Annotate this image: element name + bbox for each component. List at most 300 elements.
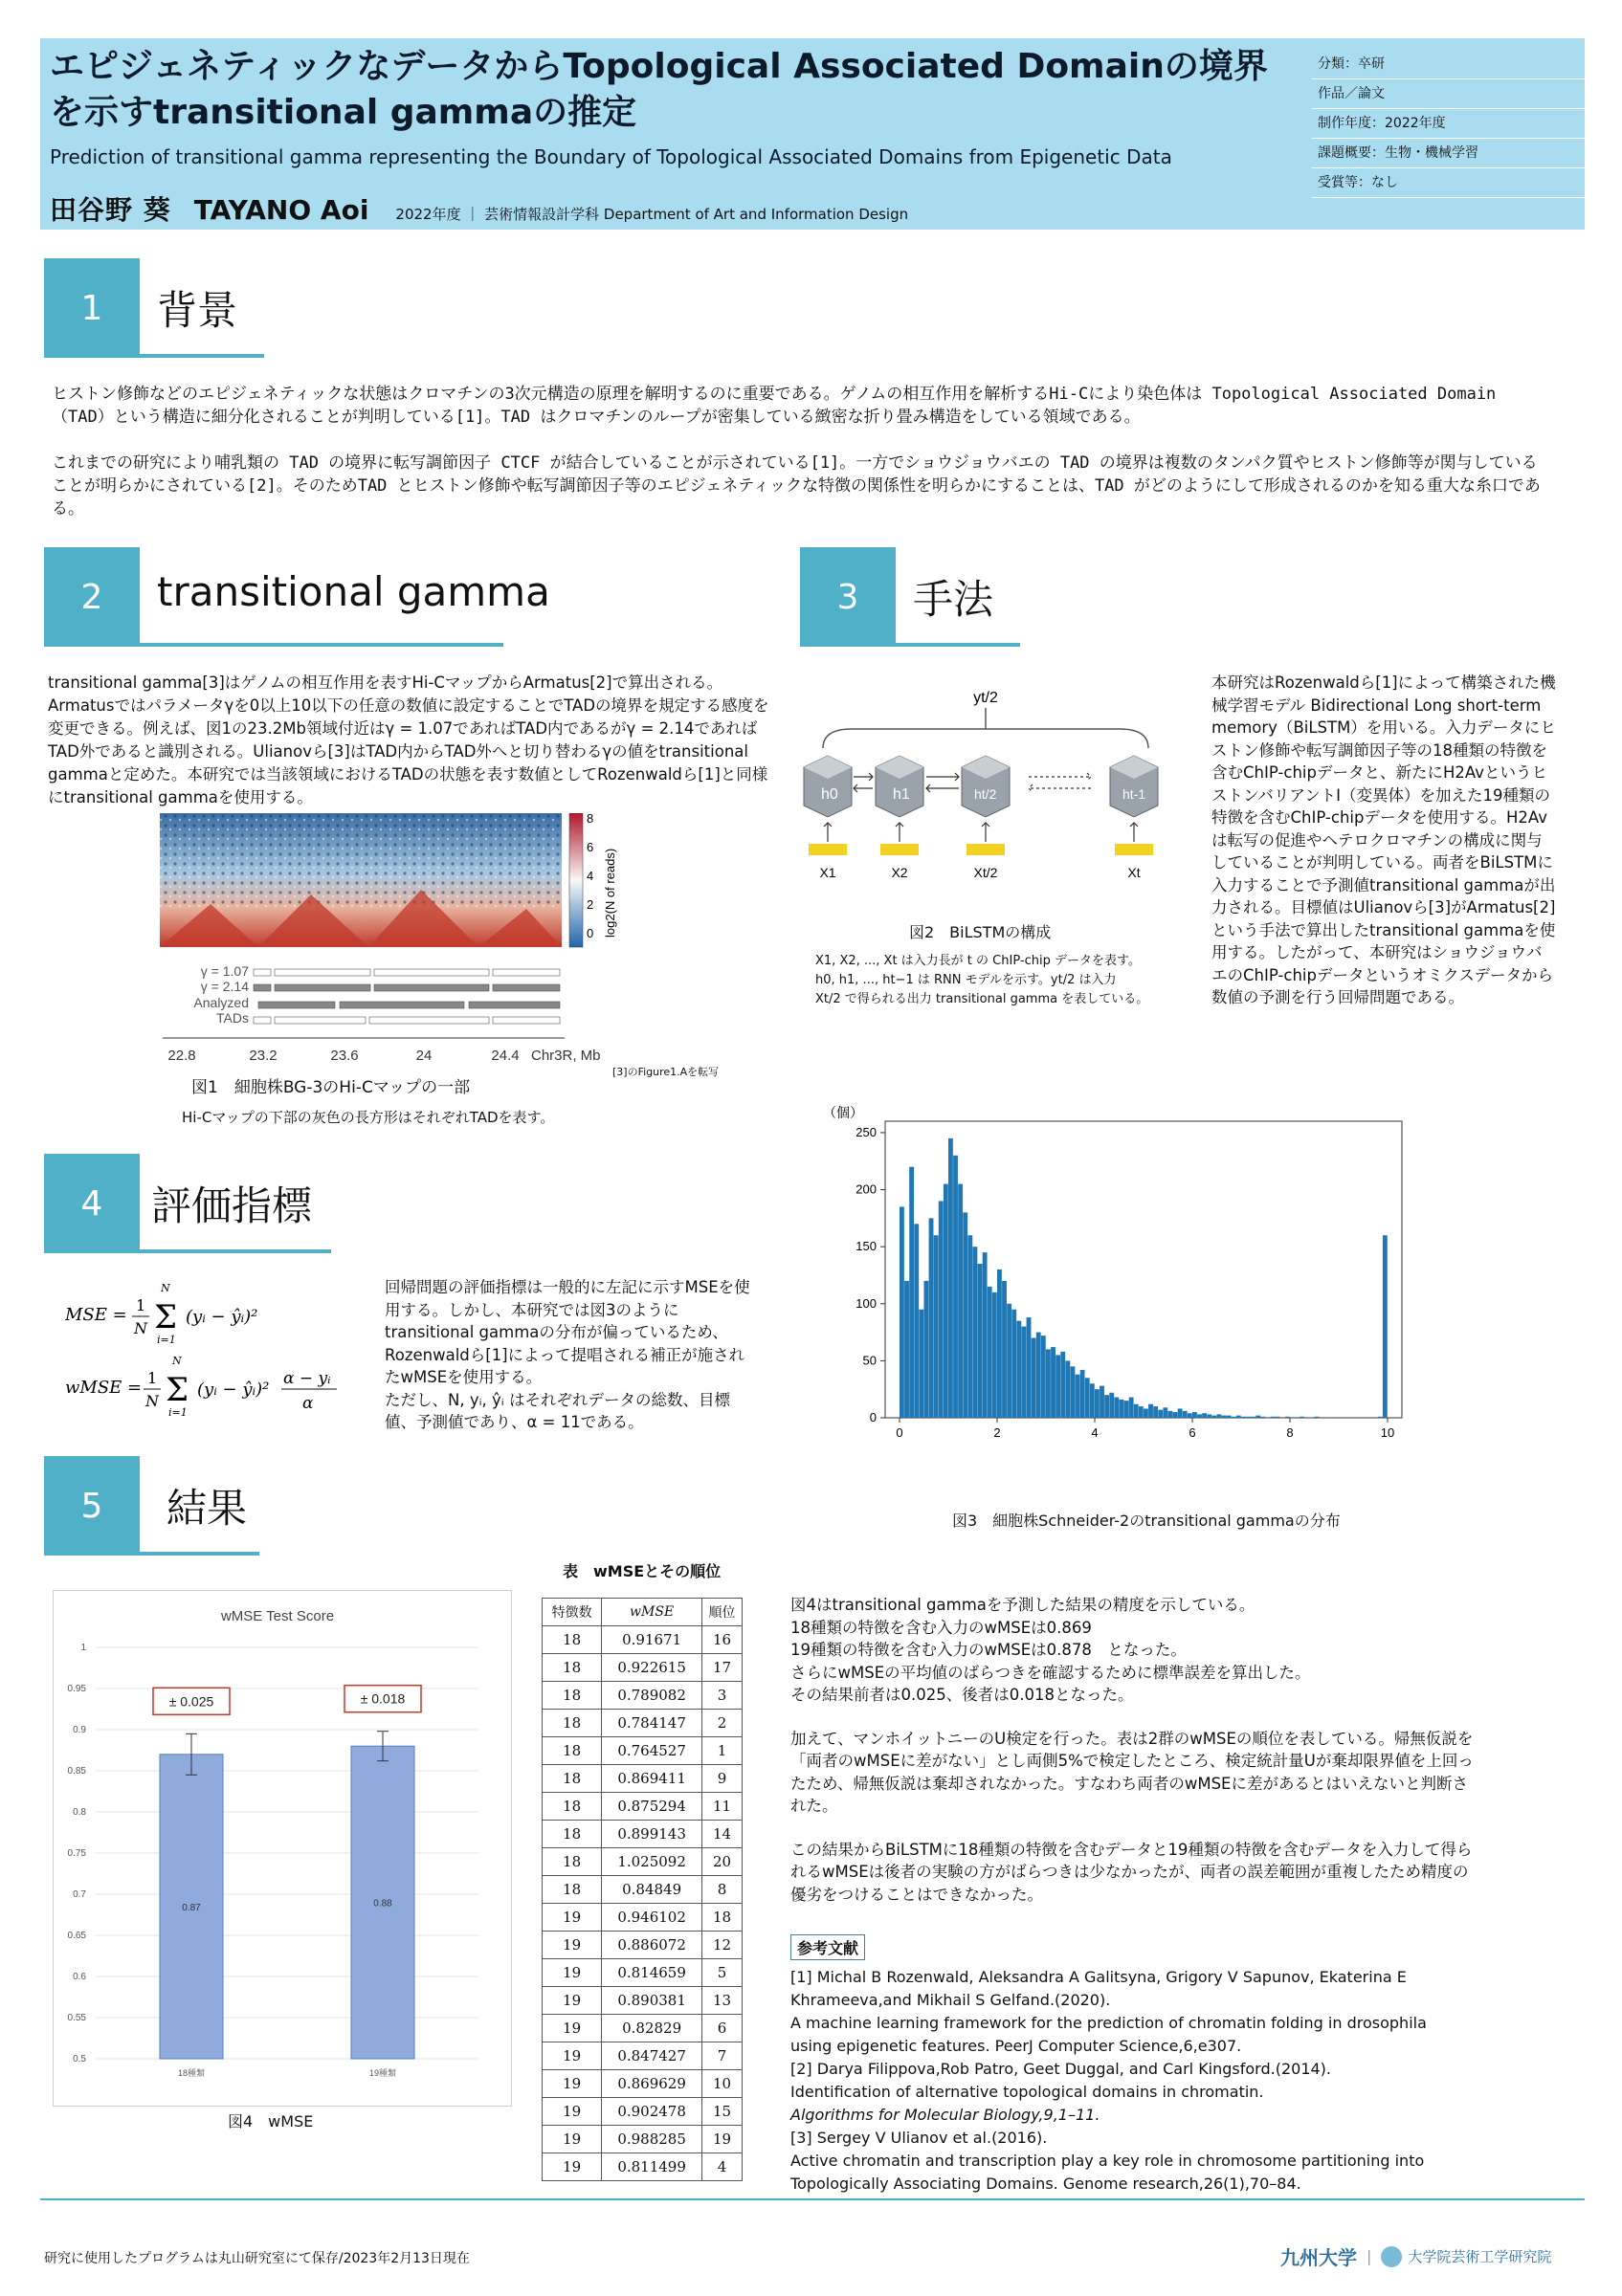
table-row	[543, 1904, 743, 1932]
reference-line: [2] Darya Filippova,Rob Patro, Geet Duggal, and Carl Kingsford.(2014).	[790, 2060, 1332, 2078]
table-row	[543, 1710, 743, 1737]
svg-text:α: α	[302, 1394, 314, 1413]
histogram-bar	[1114, 1398, 1119, 1418]
section-2-heading	[44, 547, 550, 647]
table-cell: 18	[702, 1904, 743, 1932]
error-label: ± 0.025	[168, 1693, 214, 1710]
x-tick-label: 8	[1286, 1425, 1294, 1440]
table-cell: 18	[543, 1626, 602, 1654]
meta-year: 制作年度：2022年度	[1312, 109, 1585, 139]
author-meta: 2022年度 ｜ 芸術情報設計学科 Department of Art and Information Design	[395, 206, 909, 223]
histogram-bar	[1178, 1408, 1183, 1418]
histogram-bar	[1036, 1333, 1041, 1418]
histogram-bar	[914, 1224, 919, 1418]
table-cell: 0.899143	[602, 1821, 702, 1848]
histogram-bar	[1065, 1360, 1070, 1418]
table-cell: 19	[543, 1959, 602, 1987]
table-cell: 0.784147	[602, 1710, 702, 1737]
histogram-bar	[1163, 1407, 1167, 1418]
histogram-bar	[1232, 1417, 1236, 1418]
histogram-bar	[967, 1235, 972, 1418]
table-cell: 3	[702, 1682, 743, 1710]
author-name-en: TAYANO Aoi	[193, 194, 369, 226]
input-block	[1115, 844, 1153, 855]
y-tick-label: 0.8	[73, 1807, 86, 1818]
table-row	[543, 1876, 743, 1904]
table-row	[543, 1765, 743, 1793]
section-title: 評価指標	[151, 1182, 313, 1229]
section-number: 2	[44, 547, 140, 647]
histogram-bar	[929, 1218, 934, 1418]
cb-tick: 2	[587, 897, 594, 912]
table-cell: 0.814659	[602, 1959, 702, 1987]
gamma-2-label: γ = 2.14	[200, 979, 249, 994]
table-cell: 18	[543, 1821, 602, 1848]
value-label: 0.87	[182, 1902, 201, 1913]
histogram-bar	[953, 1156, 958, 1418]
table-cell: 0.789082	[602, 1682, 702, 1710]
table-cell: 15	[702, 2098, 743, 2126]
table-header: 順位	[702, 1599, 743, 1626]
section-1-heading	[44, 258, 264, 358]
table-row	[543, 2098, 743, 2126]
sigma: Σ	[154, 1298, 178, 1336]
reference-line: [3] Sergey V Ulianov et al.(2016).	[790, 2129, 1048, 2147]
output-label: yt/2	[973, 690, 998, 706]
frac-n: N	[134, 1319, 147, 1337]
table-cell: 18	[543, 1793, 602, 1821]
histogram-bar	[944, 1184, 948, 1418]
y-tick-label: 0.9	[73, 1725, 86, 1735]
table-cell: 0.91671	[602, 1626, 702, 1654]
lstm-cell	[804, 756, 852, 817]
fig1-xtick: 22.8	[167, 1048, 196, 1064]
histogram-bar	[1183, 1411, 1188, 1418]
colorbar	[569, 813, 583, 947]
y-tick-label: 200	[855, 1181, 877, 1197]
table-cell: 0.811499	[602, 2153, 702, 2181]
histogram-bar	[924, 1281, 929, 1418]
histogram-bar	[1144, 1408, 1148, 1418]
results-paragraph-3: この結果からBiLSTMに18種類の特徴を含むデータと19種類の特徴を含むデータを入力して得られるwMSEは後者の実験の方がばらつきは少なかったが、両者の誤差範囲が重複したため精度の優劣をつけることはできなかった。	[790, 1840, 1473, 1904]
table-cell: 0.902478	[602, 2098, 702, 2126]
tad-rectangles	[254, 969, 560, 1024]
input-label: Xt	[1127, 865, 1141, 880]
histogram-bar	[939, 1201, 944, 1418]
y-tick-label: 0.95	[67, 1684, 86, 1694]
table-cell: 1	[702, 1737, 743, 1765]
meta-box	[1312, 50, 1585, 198]
histogram-bar	[1129, 1398, 1134, 1418]
table-cell: 0.988285	[602, 2126, 702, 2153]
category-label: 19種類	[368, 2068, 397, 2078]
table-row	[543, 1821, 743, 1848]
input-label: X2	[891, 865, 908, 880]
table-cell: 12	[702, 1932, 743, 1959]
figure-2-caption: 図2 BiLSTMの構成	[909, 923, 1052, 941]
histogram-bar	[1007, 1304, 1011, 1418]
table-cell: 19	[543, 1904, 602, 1932]
fig4-frame	[54, 1591, 512, 2107]
histogram-bar	[1227, 1416, 1232, 1418]
y-tick-label: 0	[869, 1410, 877, 1424]
figure-2-bilstm	[794, 681, 1177, 901]
histogram-bar	[1271, 1417, 1276, 1418]
histogram-bar	[983, 1252, 988, 1418]
reference-line: Active chromatin and transcription play a key role in chromosome partitioning into Topologically Associating Domains. Genome research,26(1),70–84.	[790, 2152, 1425, 2193]
rank-table-body	[543, 1626, 743, 2181]
histogram-bar	[963, 1212, 967, 1418]
svg-text:N: N	[145, 1392, 159, 1410]
results-line: さらにwMSEの平均値のばらつきを確認するために標準誤差を算出した。	[790, 1663, 1311, 1682]
fig1-xtick: 24.4	[491, 1048, 520, 1064]
section-title: 背景	[157, 287, 238, 334]
method-text: 本研究はRozenwaldら[1]によって構築された機械学習モデル Bidirectional Long short-term memory（BiLSTM）を用いる。入力データにヒストン修飾や転写調節因子等の18種類の特徴を含むChIP-chipデータと、新たにH2AvというヒストンバリアントI（変異体）を加えた19種類の特徴を含むChIP-chipデータを使用する。H2Avは転写の促進やヘテロクロマチンの構成に関与していることが判明している。両者をBiLSTMに入力することで予測値transitional gammaが出力される。目標値はUlianovら[3]がArmatus[2]という手法で算出したtransitional gammaを使用する。したがって、本研究はショウジョウバエのChIP-chipデータというオミクスデータから数値の予測を行う回帰問題である。	[1211, 673, 1556, 1006]
figure-1-subcaption: Hi-Cマップの下部の灰色の長方形はそれぞれTADを表す。	[182, 1109, 555, 1126]
histogram-bar	[1016, 1321, 1021, 1418]
svg-text:N: N	[172, 1355, 182, 1367]
y-tick-label: 100	[855, 1295, 877, 1311]
histogram-bar	[1383, 1235, 1388, 1418]
y-tick-label: 250	[855, 1124, 877, 1139]
sum-top: N	[161, 1282, 170, 1294]
references	[790, 1934, 1460, 2196]
section-5-heading	[44, 1456, 259, 1556]
histogram-bar	[1076, 1375, 1080, 1418]
meta-category: 分類：卒研	[1312, 50, 1585, 79]
histogram-bar	[1217, 1414, 1222, 1418]
table-cell: 6	[702, 2015, 743, 2042]
input-block	[967, 844, 1005, 855]
histogram-bar	[1085, 1378, 1090, 1418]
table-cell: 19	[543, 2015, 602, 2042]
background-text	[52, 383, 1544, 520]
cb-title: log2(N of reads)	[603, 848, 617, 938]
svg-text:1: 1	[147, 1369, 158, 1387]
y-tick-label: 50	[862, 1353, 877, 1368]
histogram-bar	[1153, 1406, 1158, 1418]
table-cell: 0.890381	[602, 1987, 702, 2015]
rank-table	[542, 1598, 743, 2181]
histogram-bar	[1158, 1410, 1163, 1418]
table-cell: 18	[543, 1876, 602, 1904]
histogram-bar	[1285, 1417, 1290, 1418]
fig1-xtick: 24	[415, 1048, 433, 1064]
histogram-bar	[997, 1269, 1002, 1418]
histogram-bar	[904, 1281, 909, 1418]
university-logo: 九州大学	[1280, 2246, 1357, 2269]
cb-tick: 0	[587, 926, 594, 940]
histogram-bar	[1095, 1389, 1100, 1418]
metric-paragraph-2: ただし、N, yᵢ, ŷᵢ はそれぞれデータの総数、目標値、予測値であり、α = 11である。	[385, 1390, 730, 1431]
histogram-bar	[900, 1206, 904, 1418]
table-row	[543, 2042, 743, 2070]
table-cell: 0.946102	[602, 1904, 702, 1932]
table-cell: 18	[543, 1848, 602, 1876]
fig4-title: wMSE Test Score	[220, 1608, 335, 1624]
histogram-bar	[919, 1310, 923, 1418]
histogram-bar	[1104, 1395, 1109, 1418]
table-cell: 0.82829	[602, 2015, 702, 2042]
figure-1-hic-map	[144, 813, 679, 1100]
poster-title: エピジェネティックなデータからTopological Associated Domainの境界を示すtransitional gammaの推定	[50, 47, 1268, 132]
lstm-cell	[962, 756, 1010, 817]
histogram-bar	[1148, 1404, 1153, 1418]
section-number: 1	[44, 258, 140, 358]
histogram-bar	[1124, 1401, 1129, 1418]
fig2-desc-line: h0, h1, ..., ht−1 は RNN モデルを示す。yt/2 は入力	[815, 973, 1117, 987]
cb-tick: 8	[587, 813, 594, 826]
frac-1: 1	[136, 1296, 146, 1314]
x-tick-label: 6	[1189, 1425, 1196, 1440]
category-label: 18種類	[177, 2068, 206, 2078]
table-header-row	[543, 1599, 743, 1626]
node-label: h1	[893, 786, 910, 803]
histogram-bar	[1041, 1336, 1046, 1418]
lstm-nodes	[804, 756, 1158, 817]
table-cell: 18	[543, 1682, 602, 1710]
section-underline	[44, 1552, 259, 1556]
histogram-bar	[1109, 1393, 1114, 1418]
section-3-heading	[800, 547, 1020, 647]
fig1-x-axis-label: Chr3R, Mb	[531, 1048, 601, 1064]
histogram-bar	[1207, 1414, 1211, 1418]
table-cell: 17	[702, 1654, 743, 1682]
y-tick-label: 1	[80, 1643, 86, 1653]
histogram-bar	[1022, 1327, 1027, 1418]
figure-4-caption: 図4 wMSE	[228, 2112, 314, 2130]
table-row	[543, 2070, 743, 2098]
gamma-1-label: γ = 1.07	[200, 963, 249, 979]
input-block	[809, 844, 847, 855]
table-cell: 19	[543, 2098, 602, 2126]
mse-lhs: MSE =	[65, 1305, 127, 1325]
table-cell: 18	[543, 1765, 602, 1793]
histogram-bar	[1046, 1349, 1051, 1418]
table-cell: 14	[702, 1821, 743, 1848]
reference-line: Algorithms for Molecular Biology,9,1–11.	[790, 2106, 1100, 2124]
x-tick-label: 2	[993, 1425, 1001, 1440]
table-cell: 2	[702, 1710, 743, 1737]
svg-text:i=1: i=1	[168, 1406, 188, 1419]
input-label: X1	[819, 865, 836, 880]
background-paragraph-1: ヒストン修飾などのエピジェネティックな状態はクロマチンの3次元構造の原理を解明するのに重要である。ゲノムの相互作用を解析するHi-Cにより染色体は Topological Associated Domain（TAD）という構造に細分化されることが判明している[1]。TAD はクロマチンのループが密集している緻密な折り畳み構造をしている領域である。	[52, 385, 1497, 427]
table-cell: 11	[702, 1793, 743, 1821]
table-cell: 19	[543, 1987, 602, 2015]
histogram-bar	[1120, 1400, 1124, 1418]
y-tick-label: 0.6	[73, 1972, 86, 1982]
x-tick-label: 0	[896, 1425, 903, 1440]
results-text	[790, 1594, 1479, 1906]
fig1-xtick: 23.2	[249, 1048, 278, 1064]
histogram-bar	[1251, 1417, 1255, 1418]
table-cell: 5	[702, 1959, 743, 1987]
table-cell: 7	[702, 2042, 743, 2070]
references-list	[790, 1966, 1460, 2196]
section-title: transitional gamma	[157, 568, 550, 615]
histogram-bar	[1011, 1310, 1016, 1418]
figure-2-description	[815, 952, 1179, 1009]
histogram-bar	[1100, 1386, 1104, 1418]
table-cell: 0.922615	[602, 1654, 702, 1682]
section-underline	[44, 643, 503, 647]
table-row	[543, 1654, 743, 1682]
table-cell: 19	[543, 2042, 602, 2070]
metric-text	[385, 1276, 758, 1434]
y-tick-label: 150	[855, 1239, 877, 1254]
logo-divider: |	[1366, 2247, 1372, 2265]
section-4-heading	[44, 1154, 331, 1253]
histogram-bar	[1134, 1404, 1139, 1418]
results-line: 図4はtransitional gammaを予測した結果の精度を示している。	[790, 1596, 1255, 1614]
reference-line: [1] Michal B Rozenwald, Aleksandra A Galitsyna, Grigory V Sapunov, Ekaterina E Khrameeva,and Mikhail S Gelfand.(2020).	[790, 1968, 1407, 2009]
histogram-bar	[1071, 1366, 1076, 1418]
histogram-bar	[1300, 1417, 1304, 1418]
histogram-bar	[1246, 1417, 1251, 1418]
institute-emblem-icon	[1381, 2246, 1402, 2267]
histogram-bar	[1173, 1412, 1178, 1418]
table-row	[543, 1626, 743, 1654]
figure-1-source: [3]のFigure1.Aを転写	[612, 1066, 720, 1078]
sum-bottom: i=1	[157, 1334, 176, 1346]
histogram-bar	[1222, 1416, 1227, 1418]
histogram-bar	[1055, 1355, 1060, 1418]
table-cell: 19	[702, 2126, 743, 2153]
footer-divider	[40, 2198, 1585, 2200]
table-cell: 19	[543, 2153, 602, 2181]
table-row	[543, 2153, 743, 2181]
table-row	[543, 1932, 743, 1959]
author-row	[50, 189, 908, 228]
section-number: 3	[800, 547, 896, 647]
table-cell: 0.84849	[602, 1876, 702, 1904]
histogram-bar	[1090, 1383, 1095, 1418]
results-paragraph-2: 加えて、マンホイットニーのU検定を行った。表は2群のwMSEの順位を表している。帰無仮説を「両者のwMSEに差がない」とし両側5%で検定したところ、検定統計量Uが棄却限界値を上回ったため、帰無仮説は棄却されなかった。すなわち両者のwMSEに差があるとはいえないと判断された。	[790, 1729, 1474, 1815]
table-cell: 20	[702, 1848, 743, 1876]
cb-tick: 4	[587, 869, 594, 883]
error-label: ± 0.018	[360, 1690, 406, 1707]
x-tick-label: 10	[1380, 1425, 1395, 1440]
table-cell: 0.847427	[602, 2042, 702, 2070]
fig3-ylabel: （個）	[823, 1105, 863, 1120]
y-tick-label: 0.75	[67, 1848, 86, 1859]
table-row	[543, 1682, 743, 1710]
section-number: 5	[44, 1456, 140, 1556]
histogram-bar	[988, 1287, 992, 1418]
histogram-bar	[934, 1235, 939, 1418]
meta-subject: 課題概要：生物・機械学習	[1312, 139, 1585, 168]
footer-note: 研究に使用したプログラムは丸山研究室にて保存/2023年2月13日現在	[44, 2251, 470, 2266]
histogram-bar	[1255, 1416, 1260, 1418]
fig3-bars	[900, 1138, 1388, 1418]
histogram-bar	[948, 1138, 953, 1418]
value-label: 0.88	[373, 1898, 392, 1910]
svg-text:α − yᵢ: α − yᵢ	[283, 1369, 331, 1388]
section-title: 手法	[913, 576, 994, 623]
node-label: ht-1	[1122, 786, 1146, 802]
histogram-bar	[1060, 1352, 1065, 1418]
table-header: 特徴数	[543, 1599, 602, 1626]
meta-type: 作品／論文	[1312, 79, 1585, 109]
histogram-bar	[978, 1264, 983, 1418]
histogram-bar	[958, 1184, 963, 1418]
fig3-yticks	[855, 1125, 885, 1424]
histogram-bar	[1188, 1413, 1192, 1418]
table-cell: 19	[543, 2126, 602, 2153]
results-line: 18種類の特徴を含む入力のwMSEは0.869	[790, 1618, 1092, 1637]
fig3-xticks	[896, 1418, 1394, 1440]
y-tick-label: 0.55	[67, 2013, 86, 2023]
svg-text:Σ: Σ	[166, 1371, 189, 1409]
table-cell: 0.764527	[602, 1737, 702, 1765]
references-title: 参考文献	[790, 1934, 865, 1960]
histogram-bar	[1051, 1347, 1055, 1418]
table-cell: 16	[702, 1626, 743, 1654]
poster-header	[40, 38, 1585, 230]
analyzed-label: Analyzed	[193, 995, 249, 1010]
table-row	[543, 1793, 743, 1821]
table-cell: 0.886072	[602, 1932, 702, 1959]
figure-3-histogram	[813, 1100, 1426, 1483]
table-cell: 18	[543, 1654, 602, 1682]
fig2-desc-line: X1, X2, ..., Xt は入力長が t の ChIP-chip データを表す。	[815, 954, 1141, 968]
histogram-bar	[992, 1292, 997, 1418]
fig2-desc-line: Xt/2 で得られる出力 transitional gamma を表している。	[815, 992, 1149, 1006]
reference-line: A machine learning framework for the prediction of chromatin folding in drosophila using epigenetic features. PeerJ Computer Science,6,e307.	[790, 2014, 1427, 2055]
wmse-lhs: wMSE =	[65, 1378, 143, 1398]
meta-award: 受賞等：なし	[1312, 168, 1585, 198]
histogram-bar	[909, 1167, 914, 1418]
histogram-bar	[1202, 1413, 1207, 1418]
histogram-bar	[1260, 1417, 1265, 1418]
figure-3-caption: 図3 細胞株Schneider-2のtransitional gammaの分布	[952, 1512, 1341, 1530]
output-bracket	[823, 708, 1148, 748]
histogram-bar	[1197, 1414, 1202, 1418]
table-cell: 19	[543, 2070, 602, 2098]
table-caption: 表 wMSEとその順位	[563, 1562, 722, 1580]
table-cell: 1.025092	[602, 1848, 702, 1876]
y-tick-label: 0.5	[73, 2054, 86, 2064]
histogram-bar	[1236, 1416, 1241, 1418]
histogram-bar	[1027, 1317, 1032, 1418]
histogram-bar	[1192, 1412, 1197, 1418]
table-cell: 18	[543, 1737, 602, 1765]
tads-label: TADs	[216, 1010, 249, 1026]
y-tick-label: 0.85	[67, 1766, 86, 1777]
table-cell: 8	[702, 1876, 743, 1904]
node-label: h0	[821, 786, 838, 803]
table-cell: 9	[702, 1765, 743, 1793]
histogram-bar	[1032, 1338, 1036, 1418]
input-label: Xt/2	[973, 865, 998, 880]
results-line: その結果前者は0.025、後者は0.018となった。	[790, 1686, 1134, 1704]
section-underline	[44, 354, 264, 358]
histogram-bar	[1378, 1417, 1383, 1418]
histogram-bar	[1002, 1281, 1007, 1418]
histogram-bar	[1241, 1417, 1246, 1418]
wmse-term: (yᵢ − ŷᵢ)²	[197, 1380, 270, 1400]
mse-term: (yᵢ − ŷᵢ)²	[186, 1307, 258, 1327]
section-underline	[44, 1249, 331, 1253]
table-cell: 0.869411	[602, 1765, 702, 1793]
y-tick-label: 0.65	[67, 1931, 86, 1941]
table-cell: 18	[543, 1710, 602, 1737]
histogram-bar	[1080, 1370, 1085, 1418]
section-underline	[800, 643, 1020, 647]
lstm-cell	[1110, 756, 1158, 817]
histogram-bar	[973, 1247, 978, 1418]
institute-logo: 大学院芸術工学研究院	[1408, 2248, 1552, 2265]
